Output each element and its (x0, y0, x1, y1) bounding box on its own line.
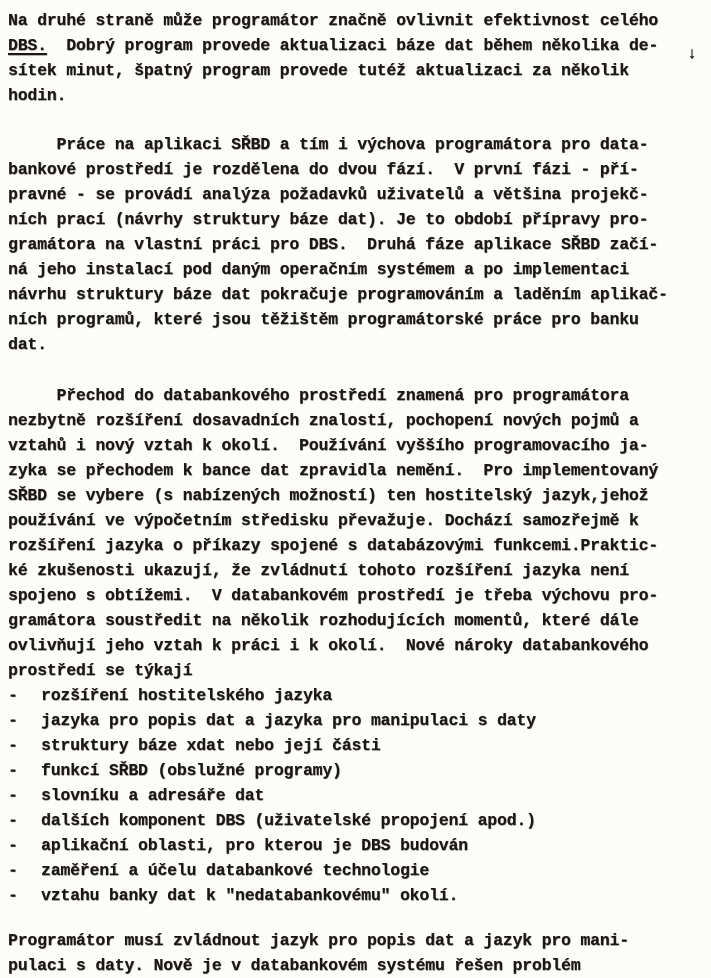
bullet-dash: - (8, 786, 18, 805)
list-item-text: jazyka pro popis dat a jazyka pro manipulaci s daty (41, 711, 536, 730)
bullet-dash: - (8, 836, 18, 855)
text-line: zyka se přechodem k bance dat zpravidla nemění. Pro implementovaný (8, 461, 659, 480)
paragraph-3 (8, 383, 711, 683)
dbs-underlined-abbreviation: DBS. (8, 36, 47, 55)
text-line: ovlivňují jeho vztah k práci i k okolí. Nové nároky databankového (8, 636, 649, 655)
text-line: Na druhé straně může programátor značně ovlivnit efektivnost celého (8, 11, 659, 30)
bullet-list (8, 683, 711, 908)
text-line: gramátora na vlastní práci pro DBS. Druhá fáze aplikace SŘBD začí- (8, 235, 659, 254)
text-line: nezbytně rozšíření dosavadních znalostí, pochopení nových pojmů a (8, 411, 639, 430)
list-item-text: aplikační oblasti, pro kterou je DBS budován (41, 836, 468, 855)
stray-arrow-mark: ↓ (687, 45, 697, 63)
text-line: Práce na aplikaci SŘBD a tím i výchova programátora pro data- (8, 135, 649, 154)
list-item-text: dalších komponent DBS (uživatelské propojení apod.) (41, 811, 536, 830)
text-line: bankové prostředí je rozdělena do dvou fází. V první fázi - pří- (8, 160, 639, 179)
text-line: hodin. (8, 86, 67, 105)
bullet-dash: - (8, 736, 18, 755)
list-item-text: zaměření a účelu databankové technologie (41, 861, 430, 880)
list-item (8, 858, 711, 883)
bullet-dash: - (8, 761, 18, 780)
text-line: používání ve výpočetním středisku převažuje. Dochází samozřejmě k (8, 511, 639, 530)
text-line: Programátor musí zvládnout jazyk pro popis dat a jazyk pro mani- (8, 931, 629, 950)
list-item-text: vztahu banky dat k "nedatabankovému" okolí. (41, 886, 459, 905)
list-item-text: rozšíření hostitelského jazyka (41, 686, 333, 705)
text-line: pulaci s daty. Nově je v databankovém systému řešen problém (8, 956, 581, 975)
bullet-dash: - (8, 711, 18, 730)
text-line (8, 33, 711, 58)
paragraph-2 (8, 132, 711, 357)
text-line: ná jeho instalací pod daným operačním systémem a po implementaci (8, 260, 629, 279)
text-line: ních prací (návrhy struktury báze dat). Je to období přípravy pro- (8, 210, 649, 229)
text-line: pravné - se provádí analýza požadavků uživatelů a většina projekč- (8, 185, 649, 204)
text-line: spojeno s obtížemi. V databankovém prostředí je třeba výchovu pro- (8, 586, 659, 605)
bullet-dash: - (8, 886, 18, 905)
list-item (8, 808, 711, 833)
text-line: sítek minut, špatný program provede tutéž aktualizaci za několik (8, 61, 629, 80)
list-item (8, 758, 711, 783)
paragraph-1 (8, 8, 711, 108)
text-line: dat. (8, 335, 47, 354)
list-item (8, 683, 711, 708)
list-item (8, 833, 711, 858)
text-line: SŘBD se vybere (s nabízených možností) ten hostitelský jazyk,jehož (8, 486, 649, 505)
bullet-dash: - (8, 861, 18, 880)
list-item-text: struktury báze xdat nebo její části (41, 736, 381, 755)
list-item (8, 733, 711, 758)
list-item (8, 883, 711, 908)
text-line: vztahů i nový vztah k okolí. Používání vyššího programovacího ja- (8, 436, 649, 455)
text-line: rozšíření jazyka o příkazy spojené s databázovými funkcemi.Praktic- (8, 536, 659, 555)
text-line: návrhu struktury báze dat pokračuje programováním a laděním aplikač- (8, 285, 668, 304)
bullet-dash: - (8, 811, 18, 830)
text-line-rest: Dobrý program provede aktualizaci báze dat během několika de- (46, 36, 659, 55)
list-item (8, 708, 711, 733)
text-line: ké zkušenosti ukazují, že zvládnutí tohoto rozšíření jazyka není (8, 561, 629, 580)
list-item (8, 783, 711, 808)
text-line: Přechod do databankového prostředí znamená pro programátora (8, 386, 629, 405)
bullet-dash: - (8, 686, 18, 705)
list-item-text: slovníku a adresáře dat (41, 786, 265, 805)
paragraph-4 (8, 928, 711, 978)
text-line: gramátora soustředit na několik rozhodujících momentů, které dále (8, 611, 639, 630)
text-line: prostředí se týkají (8, 661, 193, 680)
text-line: ních programů, které jsou těžištěm programátorské práce pro banku (8, 310, 639, 329)
list-item-text: funkcí SŘBD (obslužné programy) (41, 761, 342, 780)
